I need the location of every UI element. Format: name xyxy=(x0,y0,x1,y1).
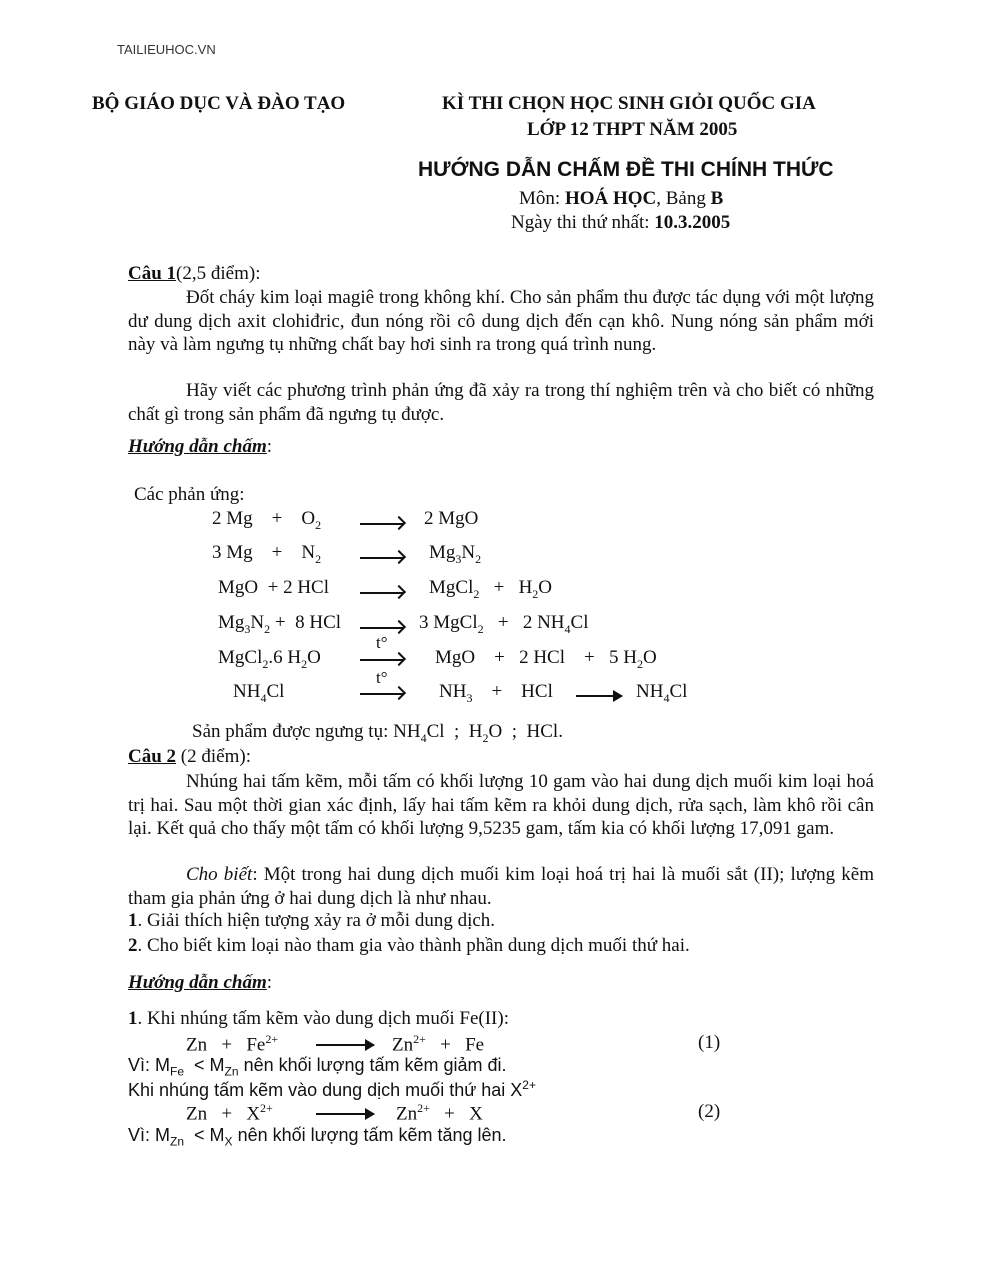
q2-paragraph-1: Nhúng hai tấm kẽm, mỗi tấm có khối lượng 10 gam vào hai dung dịch muối kim loại hoá trị hai. Sau một thời gian xác định, lấy hai tấm kẽm ra khỏi dung dịch, rửa sạch, làm khô rồi cân lại. Kết quả cho thấy một tấm có khối lượng 9,5235 gam, tấm kia có khối lượng 17,091 gam. xyxy=(128,771,874,839)
q1-title: Câu 1 xyxy=(128,263,177,284)
q1-guide-label: Hướng dẫn chấm xyxy=(128,436,267,457)
equation-2-arrow xyxy=(316,1113,374,1115)
q2-answer-2: Khi nhúng tấm kẽm vào dung dịch muối thứ hai $X^{2+}$ xyxy=(128,1078,536,1100)
reaction-5-heat: t° xyxy=(376,633,388,652)
table-label: , Bảng xyxy=(656,188,711,209)
reactions-label: Các phản ứng: xyxy=(134,484,245,505)
reason-1: Vì: $M_{Fe} < M_{Zn}$ nên khối lượng tấm kẽm giảm đi. xyxy=(128,1055,507,1079)
subject-label: Môn: xyxy=(519,188,565,209)
date: 10.3.2005 xyxy=(654,212,731,233)
q2-answer-1-num: 1 xyxy=(128,1008,138,1029)
products-label: Sản phẩm được ngưng tụ: xyxy=(192,721,394,742)
q2-item-2 xyxy=(128,935,690,957)
q2-title: Câu 2 xyxy=(128,746,177,767)
date-line xyxy=(511,212,730,234)
reaction-2-right: $Mg_3N_2$ xyxy=(429,542,482,566)
reaction-2-left: 3 Mg + $N_2$ xyxy=(212,542,322,566)
q1-heading xyxy=(128,263,260,285)
reaction-5-right: MgO + 2 HCl + 5 $H_2O$ xyxy=(435,647,657,671)
reason-2-text: nên khối lượng tấm kẽm tăng lên. xyxy=(232,1125,507,1145)
q2-item-1-num: 1 xyxy=(128,910,138,931)
q2-points: (2 điểm): xyxy=(176,746,251,767)
reason-2: Vì: $M_{Zn} < M_X$ nên khối lượng tấm kẽm tăng lên. xyxy=(128,1125,507,1149)
reaction-1-left: 2 Mg + $O_2$ xyxy=(212,508,322,532)
guide-title: HƯỚNG DẪN CHẤM ĐỀ THI CHÍNH THỨC xyxy=(418,158,834,181)
equation-1-arrow xyxy=(316,1044,374,1046)
reaction-1-right: 2 MgO xyxy=(424,508,479,529)
q1-points: (2,5 điểm): xyxy=(176,263,261,284)
reaction-4-arrow xyxy=(360,627,404,629)
reaction-4-right: 3 MgCl$_2$ + 2 $NH_4Cl$ xyxy=(419,612,589,636)
q2-item-2-text: . Cho biết kim loại nào tham gia vào thành phần dung dịch muối thứ hai. xyxy=(137,935,690,956)
q2-given-text: : Một trong hai dung dịch muối kim loại hoá trị hai là muối sắt (II); lượng kẽm tham gia phản ứng ở hai dung dịch là như nhau. xyxy=(128,864,875,909)
reaction-6-heat: t° xyxy=(376,668,388,687)
equation-2-left: $Zn + X^{2+}$ xyxy=(186,1101,273,1125)
condensed-products: Sản phẩm được ngưng tụ: $NH_4Cl$ ; $H_2O$ ; HCl. xyxy=(192,721,563,745)
q2-answer-1 xyxy=(128,1008,509,1030)
q2-item-1-text: . Giải thích hiện tượng xảy ra ở mỗi dung dịch. xyxy=(137,910,496,931)
equation-1-left: $Zn + Fe^{2+}$ xyxy=(186,1032,279,1056)
exam-title-line2: LỚP 12 THPT NĂM 2005 xyxy=(527,119,738,140)
reaction-3-left: MgO + 2 HCl xyxy=(218,577,330,598)
equation-1-right: $Zn^{2+} + Fe$ xyxy=(392,1032,485,1056)
q2-guide-heading: Hướng dẫn chấm: xyxy=(128,972,273,993)
reaction-6-left: $NH_4Cl$ xyxy=(233,681,285,705)
q2-answer-1-text: . Khi nhúng tấm kẽm vào dung dịch muối Fe(II): xyxy=(137,1008,509,1029)
watermark: TAILIEUHOC.VN xyxy=(117,42,216,57)
reaction-2-arrow xyxy=(360,557,404,559)
reason-2-prefix: Vì: M xyxy=(128,1125,171,1145)
reaction-6-right: $NH_4Cl$ xyxy=(636,681,688,705)
q1-guide-heading: Hướng dẫn chấm: xyxy=(128,436,273,457)
equation-1-number: (1) xyxy=(698,1032,721,1053)
exam-title-line1: KÌ THI CHỌN HỌC SINH GIỎI QUỐC GIA xyxy=(442,93,816,114)
reaction-3-arrow xyxy=(360,592,404,594)
reaction-6-arrow xyxy=(360,693,404,695)
reason-1-prefix: Vì: M xyxy=(128,1055,171,1075)
q1-paragraph-2: Hãy viết các phương trình phản ứng đã xảy ra trong thí nghiệm trên và cho biết có những chất gì trong sản phẩm đã ngưng tụ được. xyxy=(128,380,874,425)
reaction-6-arrow-2 xyxy=(576,695,622,697)
subject: HOÁ HỌC xyxy=(564,188,657,209)
q2-guide-label: Hướng dẫn chấm xyxy=(128,972,267,993)
reaction-5-left: MgCl$_2$.6 $H_2O$ xyxy=(218,647,321,671)
q2-item-1 xyxy=(128,910,495,932)
reaction-6-middle: $NH_3$ + HCl xyxy=(439,681,553,705)
q2-given-label: Cho biết xyxy=(186,864,253,885)
reaction-1-arrow xyxy=(360,523,404,525)
q2-given xyxy=(128,863,874,910)
q2-answer-2-text: Khi nhúng tấm kẽm vào dung dịch muối thứ hai X xyxy=(128,1080,523,1100)
reaction-4-left: $Mg_3N_2 + 8$ HCl xyxy=(218,612,342,636)
equation-2-number: (2) xyxy=(698,1101,721,1122)
reason-1-text: nên khối lượng tấm kẽm giảm đi. xyxy=(238,1055,507,1075)
q1-paragraph-1: Đốt cháy kim loại magiê trong không khí. Cho sản phẩm thu được tác dụng với một lượng dư dung dịch axit clohiđric, đun nóng rồi cô dung dịch đến cạn khô. Nung nóng sản phẩm mới này và làm ngưng tụ những chất bay hơi sinh ra trong quá trình nung. xyxy=(128,287,874,355)
subject-line xyxy=(519,188,723,210)
reaction-5-arrow xyxy=(360,659,404,661)
q2-item-2-num: 2 xyxy=(128,935,138,956)
date-label: Ngày thi thứ nhất: xyxy=(511,212,655,233)
table: B xyxy=(710,188,724,209)
equation-2-right: $Zn^{2+} + X$ xyxy=(396,1101,483,1125)
q2-heading xyxy=(128,746,251,768)
ministry-name: BỘ GIÁO DỤC VÀ ĐÀO TẠO xyxy=(92,93,346,114)
reaction-3-right: MgCl$_2$ + $H_2O$ xyxy=(429,577,553,601)
